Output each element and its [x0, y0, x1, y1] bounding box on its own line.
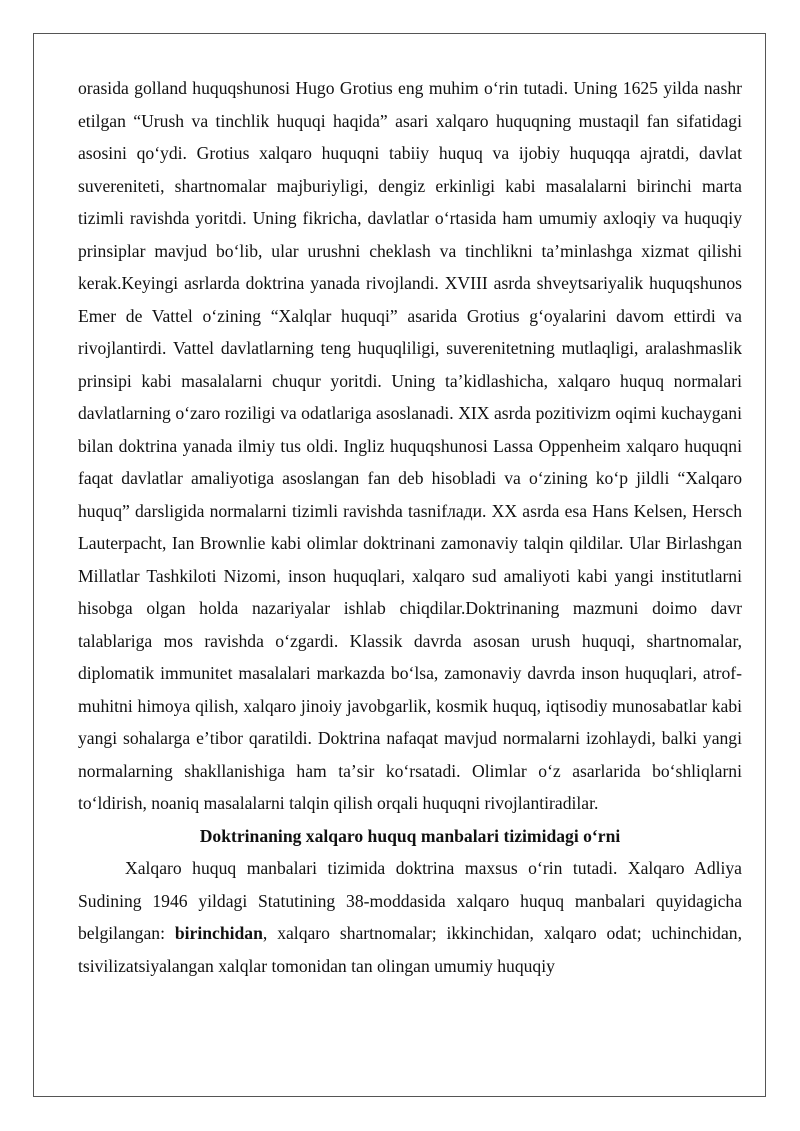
- bold-term: birinchidan: [174, 923, 263, 943]
- document-body: [78, 72, 742, 982]
- paragraph-text: Xalqaro huquq manbalari tizimida doktrina maxsus oʻrin tutadi. Xalqaro Adliya Sudining 1946 yildagi Statutining 38-moddasida xalqaro huquq manbalari quyidagicha belgilangan:: [78, 858, 742, 943]
- body-paragraph: orasida golland huquqshunosi Hugo Grotius eng muhim oʻrin tutadi. Uning 1625 yilda nashr etilgan “Urush va tinchlik huquqi haqida” asari xalqaro huquqning mustaqil fan sifatidagi asosini qoʻydi. Grotius xalqaro huquqni tabiiy huquq va ijobiy huquqqa ajratdi, davlat suvereniteti, shartnomalar majburiyligi, dengiz erkinligi kabi masalalarni birinchi marta tizimli ravishda yoritdi. Uning fikricha, davlatlar oʻrtasida ham umumiy axloqiy va huquqiy prinsiplar mavjud boʻlib, ular urushni cheklash va tinchlikni taʼminlashga xizmat qilishi kerak.Keyingi asrlarda doktrina yanada rivojlandi. XVIII asrda shveytsariyalik huquqshunos Emer de Vattel oʻzining “Xalqlar huquqi” asarida Grotius gʻoyalarini davom ettirdi va rivojlantirdi. Vattel davlatlarning teng huquqliligi, suverenitetning mutlaqligi, aralashmaslik prinsipi kabi masalalarni chuqur yoritdi. Uning taʼkidlashicha, xalqaro huquq normalari davlatlarning oʻzaro roziligi va odatlariga asoslanadi. XIX asrda pozitivizm oqimi kuchaygani bilan doktrina yanada ilmiy tus oldi. Ingliz huquqshunosi Lassa Oppenheim xalqaro huquqni faqat davlatlar amaliyotiga asoslangan fan deb hisobladi va oʻzining koʻp jildli “Xalqaro huquq” darsligida normalarni tizimli ravishda tasnifлади. XX asrda esa Hans Kelsen, Hersch Lauterpacht, Ian Brownlie kabi olimlar doktrinani zamonaviy talqin qildilar. Ular Birlashgan Millatlar Tashkiloti Nizomi, inson huquqlari, xalqaro sud amaliyoti kabi yangi institutlarni hisobga olgan holda nazariyalar ishlab chiqdilar.Doktrinaning mazmuni doimo davr talablariga mos ravishda oʻzgardi. Klassik davrda asosan urush huquqi, shartnomalar, diplomatik immunitet masalalari markazda boʻlsa, zamonaviy davrda inson huquqlari, atrof-muhitni himoya qilish, xalqaro jinoiy javobgarlik, kosmik huquq, iqtisodiy munosabatlar kabi yangi sohalarga eʼtibor qaratildi. Doktrina nafaqat mavjud normalarni izohlaydi, balki yangi normalarning shakllanishiga ham taʼsir koʻrsatadi. Olimlar oʻz asarlarida boʻshliqlarni toʻldirish, noaniq masalalarni talqin qilish orqali huquqni rivojlantiradilar.: [78, 78, 742, 813]
- section-heading: Doktrinaning xalqaro huquq manbalari tizimidagi oʻrni: [199, 825, 621, 846]
- paragraph-text-continued: , xalqaro shartnomalar; ikkinchidan, xalqaro odat; uchinchidan, tsivilizatsiyalangan xalqlar tomonidan tan olingan umumiy huquqiy: [78, 923, 742, 976]
- body-paragraph-2: [78, 852, 742, 982]
